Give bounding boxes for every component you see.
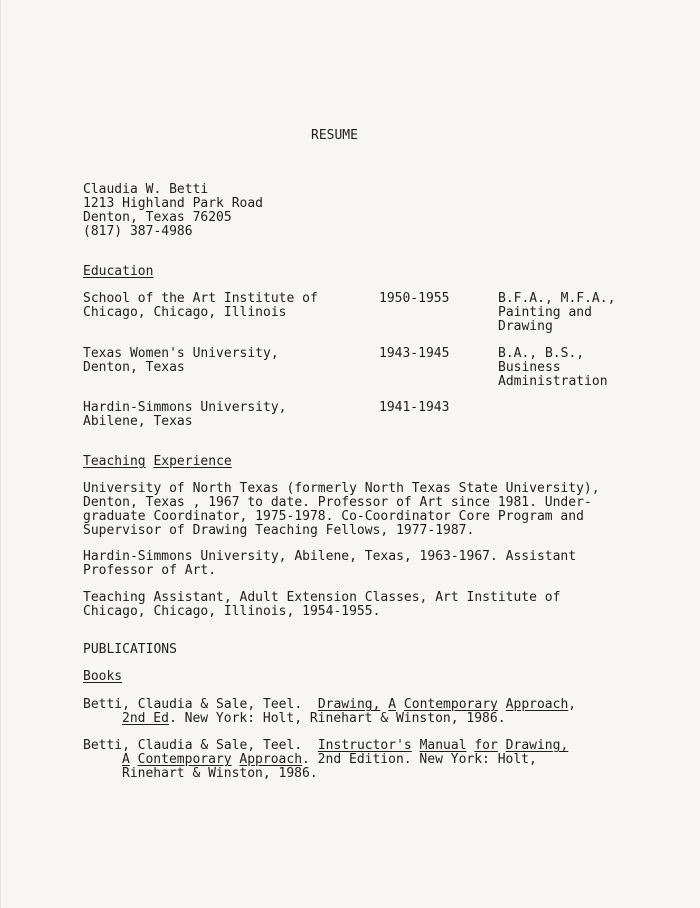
book-title-word: for xyxy=(474,738,498,753)
teaching-paragraph xyxy=(83,550,576,578)
education-degree-line: B.F.A., M.F.A., xyxy=(498,291,616,306)
education-school xyxy=(83,347,279,375)
education-school xyxy=(83,401,287,429)
book-authors: Betti, Claudia & Sale, Teel. xyxy=(83,697,303,712)
teaching-heading-word: Teaching xyxy=(83,454,146,469)
education-school-line: Chicago, Chicago, Illinois xyxy=(83,305,287,320)
teaching-line: Supervisor of Drawing Teaching Fellows, 1977-1987. xyxy=(83,523,475,538)
education-years: 1941-1943 xyxy=(379,400,450,415)
education-school-line: Denton, Texas xyxy=(83,360,185,375)
book-publisher: . 2nd Edition. New York: Holt, xyxy=(302,752,537,767)
contact-phone: (817) 387-4986 xyxy=(83,224,193,239)
teaching-line: Teaching Assistant, Adult Extension Classes, Art Institute of xyxy=(83,590,561,605)
teaching-paragraph xyxy=(83,482,600,538)
education-school-line: School of the Art Institute of xyxy=(83,291,318,306)
book-title-word: Manual xyxy=(419,738,467,753)
book-citation-line xyxy=(83,767,568,781)
teaching-line: Hardin-Simmons University, Abilene, Texas, 1963-1967. Assistant xyxy=(83,549,577,564)
education-school-line: Abilene, Texas xyxy=(83,414,193,429)
teaching-heading xyxy=(83,455,232,469)
page-title: RESUME xyxy=(311,128,358,143)
education-years: 1943-1945 xyxy=(379,346,450,361)
education-school xyxy=(83,292,318,320)
book-citation-line xyxy=(83,739,568,753)
books-heading: Books xyxy=(83,669,123,684)
education-degree-line: Business xyxy=(498,360,561,375)
book-authors: Betti, Claudia & Sale, Teel. xyxy=(83,738,303,753)
book-citation-line xyxy=(83,698,576,712)
teaching-line: Professor of Art. xyxy=(83,563,217,578)
book-title-word: Drawing, xyxy=(505,738,569,753)
contact-street: 1213 Highland Park Road xyxy=(83,196,264,211)
teaching-heading-word: Experience xyxy=(153,454,232,469)
book-citation xyxy=(83,739,568,781)
book-edition: 2nd Ed xyxy=(122,711,169,726)
book-title-word: Approach xyxy=(505,697,569,712)
book-publisher: . New York: Holt, Rinehart & Winston, 1986. xyxy=(168,711,506,726)
teaching-line: Chicago, Chicago, Illinois, 1954-1955. xyxy=(83,604,381,619)
book-title-word: Contemporary xyxy=(403,697,498,712)
book-title-word: Approach xyxy=(239,752,303,767)
publications-heading: PUBLICATIONS xyxy=(83,642,177,657)
book-title-word: A xyxy=(388,697,397,712)
book-citation-line xyxy=(83,712,576,726)
teaching-line: University of North Texas (formerly North Texas State University), xyxy=(83,481,600,496)
education-degree xyxy=(498,347,608,389)
teaching-line: Denton, Texas , 1967 to date. Professor of Art since 1981. Under- xyxy=(83,495,592,510)
teaching-paragraph xyxy=(83,591,560,619)
book-title-word: A xyxy=(122,752,130,767)
education-degree-line: Administration xyxy=(498,374,608,389)
education-degree-line: Painting and xyxy=(498,305,592,320)
book-citation-line xyxy=(83,753,568,767)
teaching-line: graduate Coordinator, 1975-1978. Co-Coordinator Core Program and xyxy=(83,509,584,524)
book-title-word: Instructor's xyxy=(317,738,412,753)
education-heading: Education xyxy=(83,264,154,279)
education-school-line: Hardin-Simmons University, xyxy=(83,400,287,415)
book-publisher: Rinehart & Winston, 1986. xyxy=(122,766,318,781)
book-punctuation: , xyxy=(568,697,577,712)
education-degree-line: B.A., B.S., xyxy=(498,346,585,361)
book-title-word: Drawing, xyxy=(317,697,381,712)
contact-block xyxy=(83,183,263,239)
contact-name: Claudia W. Betti xyxy=(83,182,209,197)
book-title-word: Contemporary xyxy=(137,752,232,767)
education-degree-line: Drawing xyxy=(498,319,553,334)
education-years: 1950-1955 xyxy=(379,291,450,306)
book-citation xyxy=(83,698,576,726)
education-degree xyxy=(498,292,615,334)
contact-city: Denton, Texas 76205 xyxy=(83,210,232,225)
education-school-line: Texas Women's University, xyxy=(83,346,279,361)
